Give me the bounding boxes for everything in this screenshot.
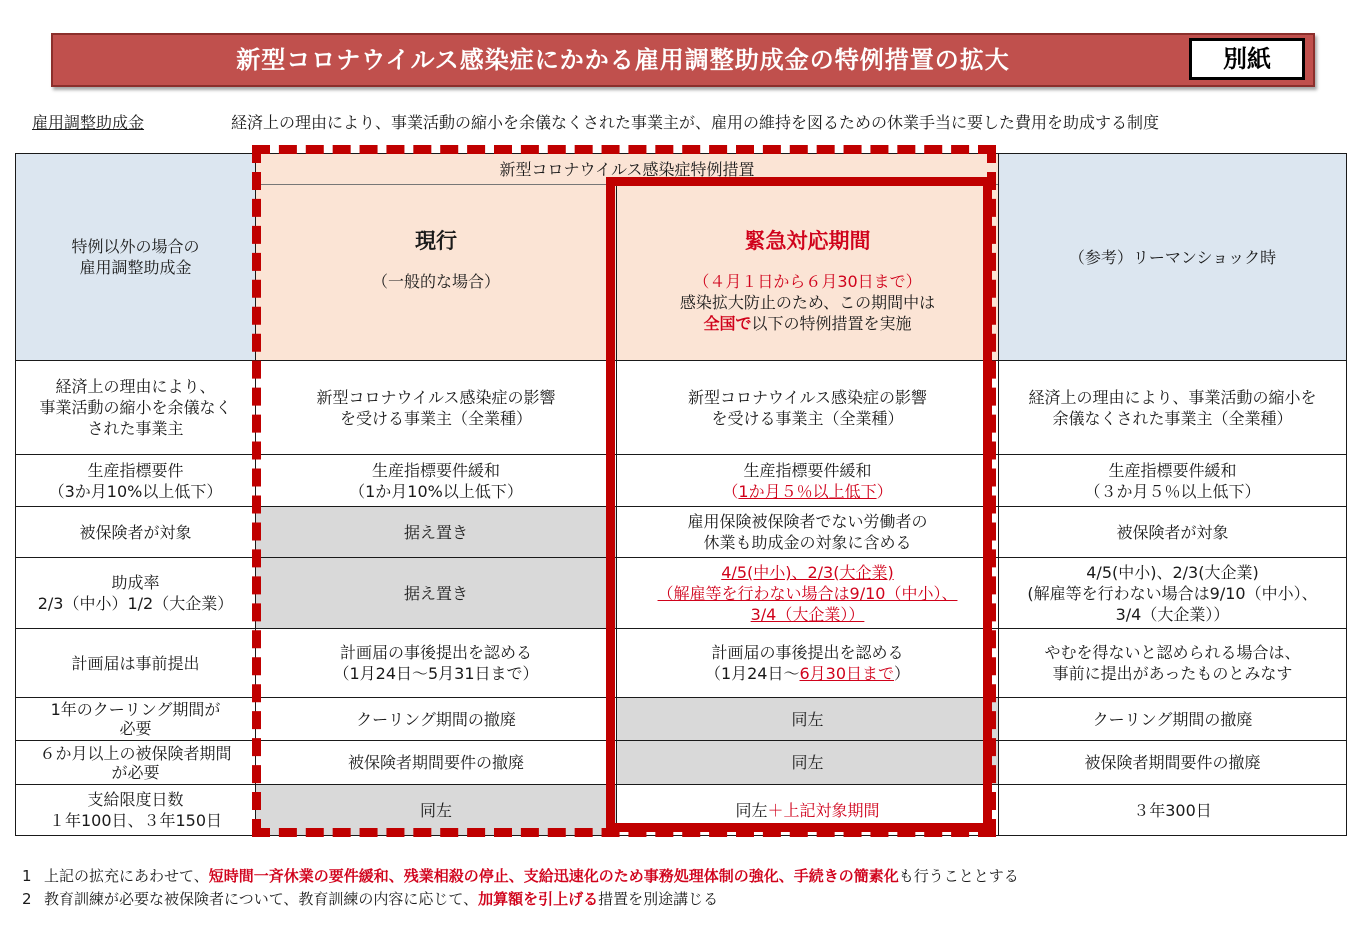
header-emergency: 緊急対応期間 （４月１日から６月30日まで） 感染拡大防止のため、この期間中は 全国で以下の特例措置を実施 <box>616 184 999 361</box>
title-banner <box>51 33 1315 87</box>
row1-current: 新型コロナウイルス感染症の影響 を受ける事業主（全業種） <box>255 360 617 455</box>
row7-current: 被保険者期間要件の撤廃 <box>255 740 617 785</box>
footnote-2: 2 教育訓練が必要な被保険者について、教育訓練の内容に応じて、加算額を引上げる措置を別途講じる <box>22 890 719 908</box>
row2-reference: 生産指標要件緩和 （３か月５％以上低下） <box>998 454 1347 507</box>
row2-current: 生産指標要件緩和 （1か月10%以上低下） <box>255 454 617 507</box>
row3-reference: 被保険者が対象 <box>998 506 1347 558</box>
row5-emergency: 計画届の事後提出を認める （1月24日〜6月30日まで） <box>616 628 999 698</box>
header-normal: 特例以外の場合の 雇用調整助成金 <box>15 153 256 361</box>
row5-reference: やむを得ないと認められる場合は、 事前に提出があったものとみなす <box>998 628 1347 698</box>
row1-normal: 経済上の理由により、 事業活動の縮小を余儀なく された事業主 <box>15 360 256 455</box>
footnote-1: 1 上記の拡充にあわせて、短時間一斉休業の要件緩和、残業相殺の停止、支給迅速化のため事務処理体制の強化、手続きの簡素化も行うこととする <box>22 867 1019 885</box>
row4-emergency: 4/5(中小)、2/3(大企業) （解雇等を行わない場合は9/10（中小）、 3/4（大企業）） <box>616 557 999 629</box>
row6-emergency: 同左 <box>616 697 999 741</box>
row6-current: クーリング期間の撤廃 <box>255 697 617 741</box>
row1-emergency: 新型コロナウイルス感染症の影響 を受ける事業主（全業種） <box>616 360 999 455</box>
page-title: 新型コロナウイルス感染症にかかる雇用調整助成金の特例措置の拡大 <box>236 46 1010 74</box>
row5-current: 計画届の事後提出を認める （1月24日〜5月31日まで） <box>255 628 617 698</box>
row3-normal: 被保険者が対象 <box>15 506 256 558</box>
row4-normal: 助成率 2/3（中小）1/2（大企業） <box>15 557 256 629</box>
definition-text: 経済上の理由により、事業活動の縮小を余儀なくされた事業主が、雇用の維持を図るための休業手当に要した費用を助成する制度 <box>231 113 1160 132</box>
row4-reference: 4/5(中小)、2/3(大企業) (解雇等を行わない場合は9/10（中小）、 3/4（大企業）） <box>998 557 1347 629</box>
header-current: 現行 （一般的な場合） <box>255 184 617 361</box>
row3-emergency: 雇用保険被保険者でない労働者の 休業も助成金の対象に含める <box>616 506 999 558</box>
row8-normal: 支給限度日数 １年100日、３年150日 <box>15 784 256 836</box>
row2-normal: 生産指標要件 （3か月10%以上低下） <box>15 454 256 507</box>
header-special-measures: 新型コロナウイルス感染症特例措置 <box>255 153 999 185</box>
row2-emergency: 生産指標要件緩和 （1か月５％以上低下） <box>616 454 999 507</box>
row8-emergency: 同左＋上記対象期間 <box>616 784 999 836</box>
row7-reference: 被保険者期間要件の撤廃 <box>998 740 1347 785</box>
row7-normal: ６か月以上の被保険者期間 が必要 <box>15 740 256 785</box>
header-reference: （参考）リーマンショック時 <box>998 153 1347 361</box>
row4-current: 据え置き <box>255 557 617 629</box>
row1-reference: 経済上の理由により、事業活動の縮小を 余儀なくされた事業主（全業種） <box>998 360 1347 455</box>
appendix-label: 別紙 <box>1189 38 1305 80</box>
row5-normal: 計画届は事前提出 <box>15 628 256 698</box>
definition-term: 雇用調整助成金 <box>32 113 145 132</box>
row6-reference: クーリング期間の撤廃 <box>998 697 1347 741</box>
row7-emergency: 同左 <box>616 740 999 785</box>
row3-current: 据え置き <box>255 506 617 558</box>
row6-normal: 1年のクーリング期間が 必要 <box>15 697 256 741</box>
row8-current: 同左 <box>255 784 617 836</box>
row8-reference: ３年300日 <box>998 784 1347 836</box>
